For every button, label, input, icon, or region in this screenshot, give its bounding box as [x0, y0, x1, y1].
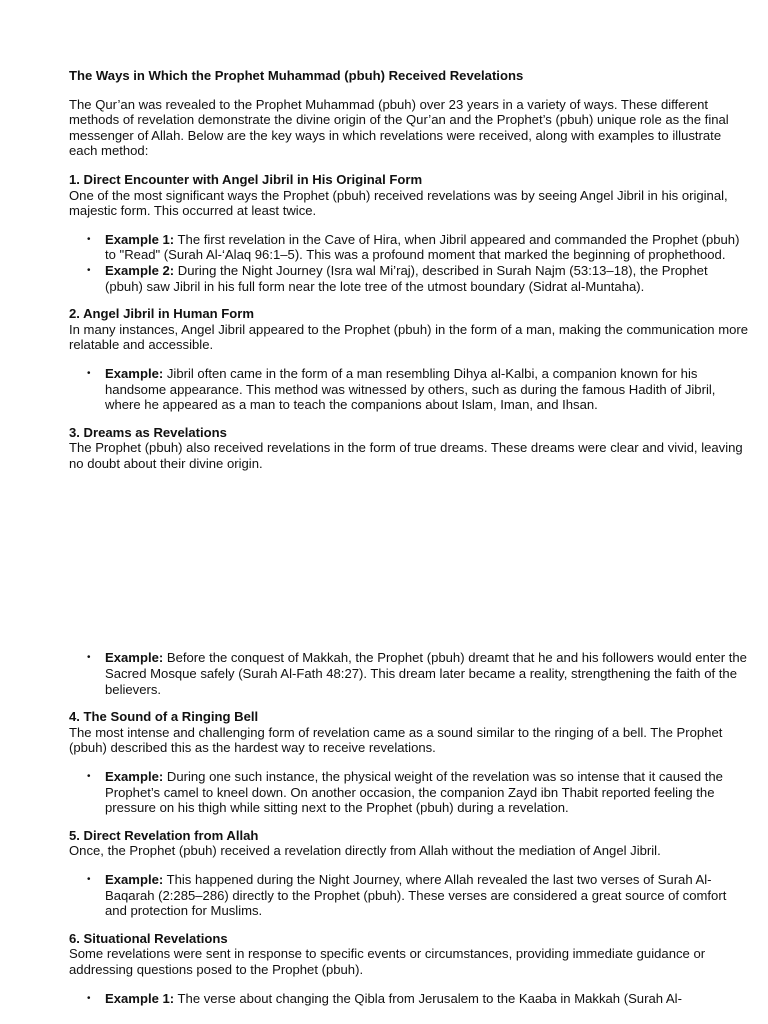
example-list	[69, 366, 749, 413]
bullet-icon: •	[87, 367, 91, 379]
example-item	[69, 366, 749, 413]
section-body: Some revelations were sent in response to specific events or circumstances, providing immediate guidance or addressing questions posed to the Prophet (pbuh).	[69, 946, 706, 977]
section-heading: 1. Direct Encounter with Angel Jibril in His Original Form	[69, 171, 423, 187]
section-body: Once, the Prophet (pbuh) received a revelation directly from Allah without the mediation of Angel Jibril.	[69, 843, 661, 859]
example-list	[69, 232, 749, 294]
example-item	[69, 769, 749, 816]
blank-space	[69, 471, 749, 637]
example-item	[69, 991, 749, 1007]
bullet-icon: •	[87, 233, 91, 245]
bullet-icon: •	[87, 771, 91, 783]
section-heading: 5. Direct Revelation from Allah	[69, 827, 259, 843]
section-6	[69, 931, 749, 1006]
section-heading: 3. Dreams as Revelations	[69, 424, 227, 440]
bullet-icon: •	[87, 652, 91, 664]
example-item	[69, 650, 749, 697]
example-text: Jibril often came in the form of a man resembling Dihya al-Kalbi, a companion known for his handsome appearance. This method was witnessed by others, such as during the famous Hadith of Jibril, where he appeared as a man to teach the companions about Islam, Iman, and Ihsan.	[105, 365, 716, 413]
example-list	[69, 872, 749, 919]
bullet-icon: •	[87, 264, 91, 276]
bullet-icon: •	[87, 874, 91, 885]
section-body: The Prophet (pbuh) also received revelations in the form of true dreams. These dreams were clear and vivid, leaving no doubt about their divine origin.	[69, 440, 743, 471]
example-item	[69, 263, 749, 294]
example-list	[69, 650, 749, 697]
section-5	[69, 828, 749, 919]
section-body: One of the most significant ways the Prophet (pbuh) received revelations was by seeing Angel Jibril in his original, majestic form. This occurred at least twice.	[69, 187, 728, 219]
example-list	[69, 769, 749, 816]
example-label: Example:	[105, 365, 164, 381]
example-label: Example 2:	[105, 262, 175, 278]
example-label: Example 1:	[105, 231, 175, 247]
section-1	[69, 172, 749, 294]
example-label: Example 1:	[105, 990, 175, 1006]
section-body: The most intense and challenging form of revelation came as a sound similar to the ringing of a bell. The Prophet (pbuh) described this as the hardest way to receive revelations.	[69, 724, 723, 756]
example-text: The first revelation in the Cave of Hira, when Jibril appeared and commanded the Prophet (pbuh) to "Read" (Surah Al-‘Alaq 96:1–5). This was a profound moment that marked the beginning of prophethood.	[105, 231, 740, 263]
example-list	[69, 991, 749, 1007]
section-4	[69, 709, 749, 816]
example-label: Example:	[105, 650, 164, 666]
section-body: In many instances, Angel Jibril appeared to the Prophet (pbuh) in the form of a man, making the communication more relatable and accessible.	[69, 321, 749, 353]
section-heading: 2. Angel Jibril in Human Form	[69, 306, 255, 322]
section-3	[69, 425, 749, 698]
example-item	[69, 872, 749, 919]
section-heading: 6. Situational Revelations	[69, 930, 228, 946]
example-label: Example:	[105, 769, 164, 785]
example-text: During one such instance, the physical weight of the revelation was so intense that it caused the Prophet’s camel to kneel down. On another occasion, the companion Zayd ibn Thabit reported feeling the pressure on his thigh while sitting next to the Prophet (pbuh) during a revelation.	[105, 769, 723, 816]
section-2	[69, 306, 749, 413]
example-text: During the Night Journey (Isra wal Mi’raj), described in Surah Najm (53:13–18), the Prophet (pbuh) saw Jibril in his full form near the lote tree of the utmost boundary (Sidrat al-Muntaha).	[105, 262, 708, 294]
intro-paragraph: The Qur’an was revealed to the Prophet Muhammad (pbuh) over 23 years in a variety of ways. These different methods of revelation demonstrate the divine origin of the Qur’an and the Prophet’s (pbuh) unique role as the final messenger of Allah. Below are the key ways in which revelations were received, along with examples to illustrate each method:	[69, 96, 729, 159]
section-heading: 4. The Sound of a Ringing Bell	[69, 709, 259, 725]
example-item	[69, 232, 749, 263]
bullet-icon: •	[87, 992, 91, 1004]
example-text: Before the conquest of Makkah, the Prophet (pbuh) dreamt that he and his followers would enter the Sacred Mosque safely (Surah Al-Fath 48:27). This dream later became a reality, strengthening the faith of the believers.	[105, 650, 747, 697]
document-page	[69, 68, 749, 1018]
example-text: The verse about changing the Qibla from Jerusalem to the Kaaba in Makkah (Surah Al-	[174, 990, 682, 1006]
example-text: This happened during the Night Journey, where Allah revealed the last two verses of Surah Al-Baqarah (2:285–286) directly to the Prophet (pbuh). These verses are considered a great source of comfort and protection for Muslims.	[105, 872, 727, 919]
example-label: Example:	[105, 872, 164, 887]
document-title: The Ways in Which the Prophet Muhammad (pbuh) Received Revelations	[69, 68, 524, 83]
